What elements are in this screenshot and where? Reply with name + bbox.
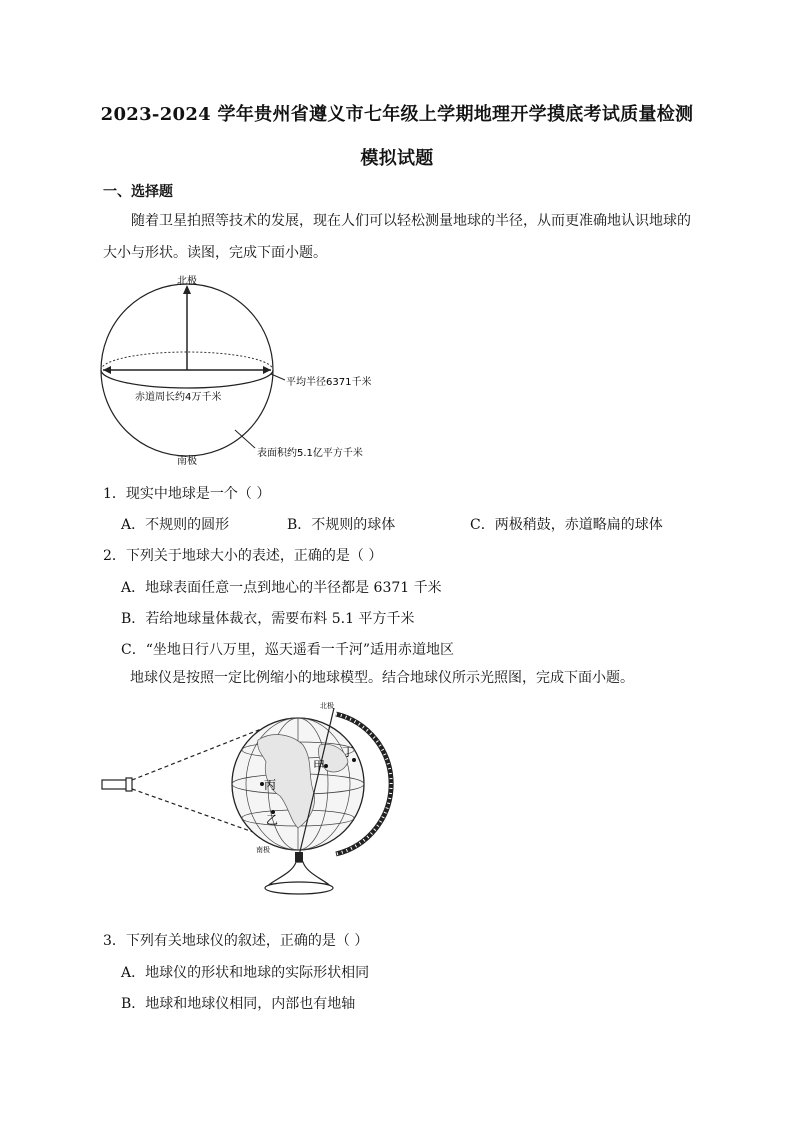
flashlight-head — [126, 778, 132, 791]
question-1-option-c[interactable]: C．两极稍鼓，赤道略扁的球体 — [470, 517, 663, 533]
stand-base-joint — [295, 852, 303, 862]
equator-arrow-left — [103, 366, 111, 374]
page-title-line1: 2023-2024 学年贵州省遵义市七年级上学期地理开学摸底考试质量检测 — [100, 104, 694, 125]
stand-base — [265, 882, 333, 894]
question-3-stem: 3．下列有关地球仪的叙述，正确的是（ ） — [103, 933, 369, 949]
equator-label: 赤道周长约4万千米 — [135, 392, 222, 403]
label-bing: 丙 — [264, 778, 277, 792]
question-1-stem: 1．现实中地球是一个（ ） — [103, 486, 271, 502]
intro-paragraph-1-line1: 随着卫星拍照等技术的发展，现在人们可以轻松测量地球的半径，从而更准确地认识地球的 — [131, 213, 691, 229]
flashlight-icon — [102, 780, 128, 789]
question-3-option-b[interactable]: B．地球和地球仪相同，内部也有地轴 — [121, 996, 356, 1012]
intro-paragraph-2: 地球仪是按照一定比例缩小的地球模型。结合地球仪所示光照图，完成下面小题。 — [130, 670, 634, 686]
label-north: 北极 — [320, 702, 334, 710]
equator-front — [101, 370, 273, 388]
question-3-option-a[interactable]: A．地球仪的形状和地球的实际形状相同 — [121, 965, 370, 981]
question-2-option-a[interactable]: A．地球表面任意一点到地心的半径都是 6371 千米 — [121, 580, 442, 596]
south-pole-label: 南极 — [177, 456, 197, 467]
question-2-option-c[interactable]: C．“坐地日行八万里，巡天遥看一千河”适用赤道地区 — [121, 642, 455, 658]
label-jia: 甲 — [313, 759, 326, 773]
label-ding: 丁 — [342, 745, 355, 759]
equator-arrow-right — [263, 366, 271, 374]
area-label: 表面积约5.1亿平方千米 — [257, 448, 363, 459]
earth-size-figure — [95, 270, 385, 470]
globe-figure — [98, 700, 398, 905]
page-title-line2: 模拟试题 — [360, 148, 434, 169]
north-pole-label: 北极 — [177, 276, 197, 287]
label-south: 南极 — [256, 846, 270, 854]
intro-paragraph-1-line2: 大小与形状。读图，完成下面小题。 — [103, 245, 327, 261]
question-1-option-b[interactable]: B．不规则的球体 — [287, 517, 396, 533]
globe-stand — [270, 862, 328, 884]
question-1-option-a[interactable]: A．不规则的圆形 — [121, 517, 230, 533]
question-2-stem: 2．下列关于地球大小的表述，正确的是（ ） — [103, 548, 383, 564]
section-heading: 一、选择题 — [103, 184, 173, 200]
label-yi: 乙 — [266, 813, 279, 827]
question-2-option-b[interactable]: B．若给地球量体裁衣，需要布料 5.1 平方千米 — [121, 611, 415, 627]
radius-label: 平均半径6371千米 — [286, 377, 372, 388]
